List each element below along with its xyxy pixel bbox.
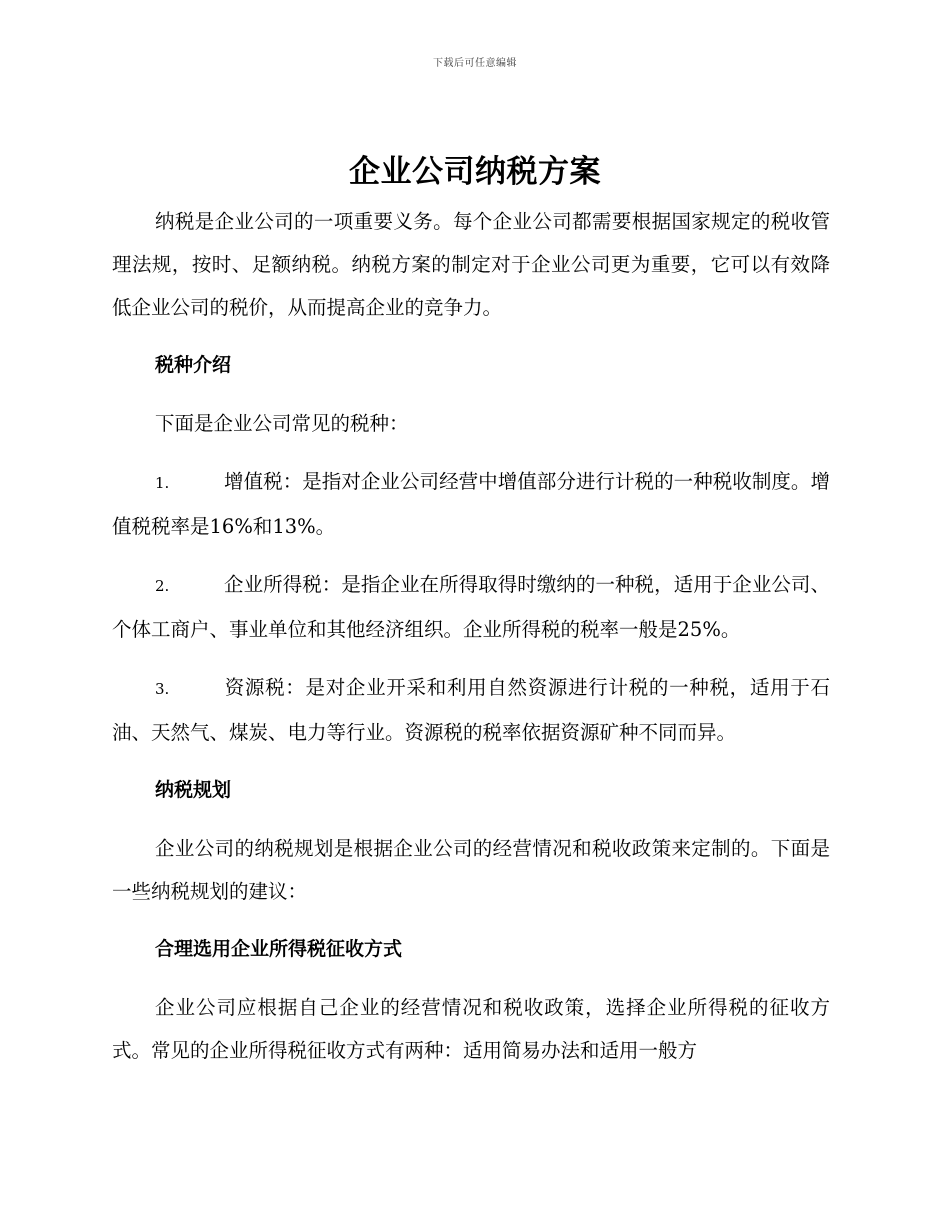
list-item-text: 增值税：是指对企业公司经营中增值部分进行计税的一种税收制度。增值税税率是16%和13%。	[112, 470, 830, 538]
list-item	[112, 563, 830, 651]
document-body	[112, 200, 830, 1087]
list-item	[112, 666, 830, 754]
tax-planning-lead: 企业公司的纳税规划是根据企业公司的经营情况和税收政策来定制的。下面是一些纳税规划的建议：	[112, 837, 830, 903]
document-title: 企业公司纳税方案	[349, 154, 601, 190]
list-item	[112, 460, 830, 548]
section-heading-tax-types: 税种介绍	[155, 354, 232, 376]
section-heading-income-tax-method: 合理选用企业所得税征收方式	[155, 938, 403, 960]
income-tax-method-paragraph: 企业公司应根据自己企业的经营情况和税收政策，选择企业所得税的征收方式。常见的企业所得税征收方式有两种：适用简易办法和适用一般方	[112, 996, 830, 1062]
list-item-text: 资源税：是对企业开采和利用自然资源进行计税的一种税，适用于石油、天然气、煤炭、电力等行业。资源税的税率依据资源矿种不同而异。	[112, 676, 830, 744]
intro-paragraph: 纳税是企业公司的一项重要义务。每个企业公司都需要根据国家规定的税收管理法规，按时、足额纳税。纳税方案的制定对于企业公司更为重要，它可以有效降低企业公司的税价，从而提高企业的竞争力。	[112, 210, 830, 319]
list-item-number: 1.	[155, 474, 170, 492]
list-item-number: 2.	[155, 577, 170, 595]
list-item-text: 企业所得税：是指企业在所得取得时缴纳的一种税，适用于企业公司、个体工商户、事业单位和其他经济组织。企业所得税的税率一般是25%。	[112, 573, 830, 641]
tax-types-lead: 下面是企业公司常见的税种：	[155, 412, 409, 435]
list-item-number: 3.	[155, 680, 170, 698]
header-note: 下载后可任意编辑	[433, 58, 517, 69]
section-heading-tax-planning: 纳税规划	[155, 779, 232, 801]
